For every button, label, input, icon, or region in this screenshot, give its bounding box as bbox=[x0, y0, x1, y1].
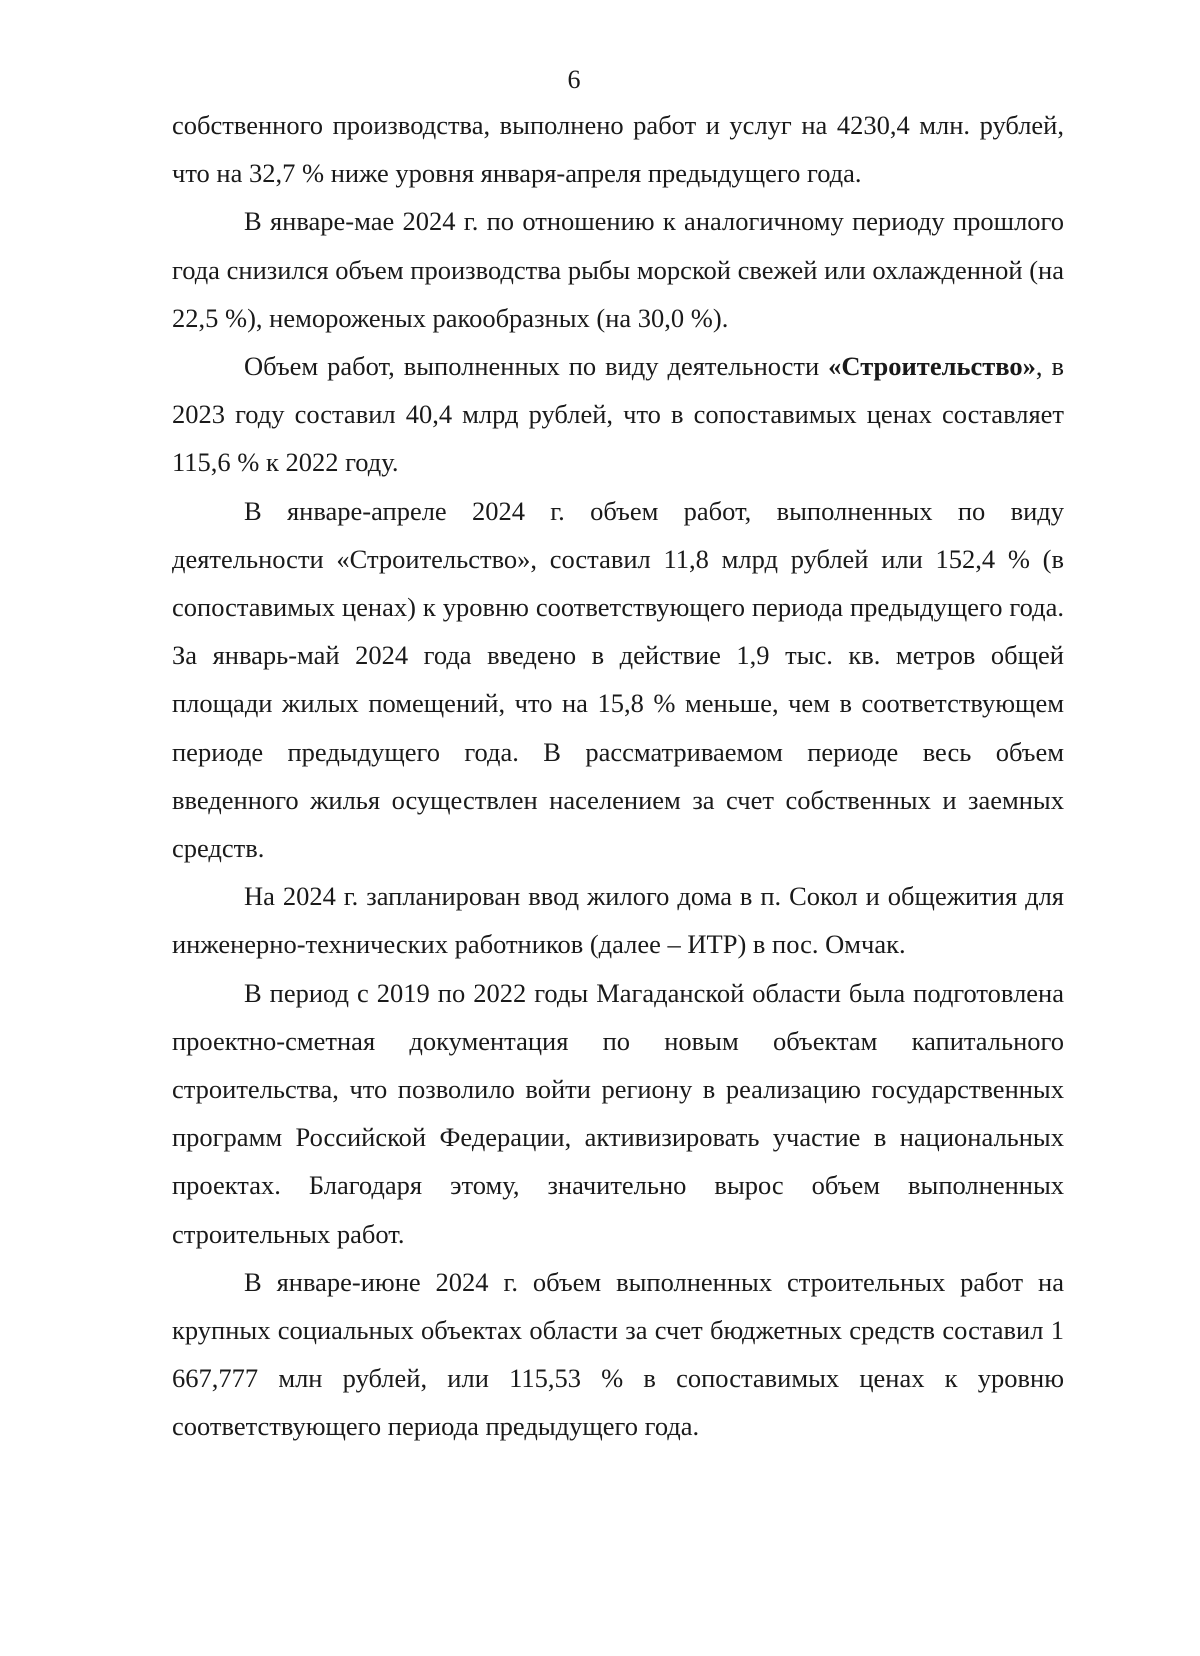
paragraph-construction-2023-rest: , в 2023 году составил 40,4 млрд рублей, что в сопоставимых ценах составляет 115,6 % к 2022 году. bbox=[172, 351, 1064, 478]
construction-term-bold: «Строительство» bbox=[828, 351, 1036, 382]
paragraph-project-documentation: В период с 2019 по 2022 годы Магаданской области была подготовлена проектно-сметная документация по новым объектам капитального строительства, что позволило войти региону в реализацию государственных программ Российской Федерации, активизировать участие в национальных проектах. Благодаря этому, значительно вырос объем выполненных строительных работ. bbox=[172, 977, 1064, 1249]
paragraph-construction-2023-lead: Объем работ, выполненных по виду деятельности bbox=[244, 351, 829, 382]
paragraph-housing-plan: На 2024 г. запланирован ввод жилого дома в п. Сокол и общежития для инженерно-технических работников (далее – ИТР) в пос. Омчак. bbox=[172, 881, 1064, 960]
paragraph-construction-2024: В январе-апреле 2024 г. объем работ, выполненных по виду деятельности «Строительство», составил 11,8 млрд рублей или 152,4 % (в сопоставимых ценах) к уровню соответствующего периода предыдущего года. За январь-май 2024 года введено в действие 1,9 тыс. кв. метров общей площади жилых помещений, что на 15,8 % меньше, чем в соответствующем периоде предыдущего года. В рассматриваемом периоде весь объем введенного жилья осуществлен населением за счет собственных и заемных средств. bbox=[172, 495, 1064, 864]
paragraph-fish-production: В январе-мае 2024 г. по отношению к аналогичному периоду прошлого года снизился объем производства рыбы морской свежей или охлажденной (на 22,5 %), немороженых ракообразных (на 30,0 %). bbox=[172, 206, 1064, 333]
paragraph-social-objects: В январе-июне 2024 г. объем выполненных строительных работ на крупных социальных объектах области за счет бюджетных средств составил 1 667,777 млн рублей, или 115,53 % в сопоставимых ценах к уровню соответствующего периода предыдущего года. bbox=[172, 1266, 1064, 1442]
page-number: 6 bbox=[567, 65, 581, 94]
document-body bbox=[172, 101, 1064, 1451]
paragraph-continuation: собственного производства, выполнено работ и услуг на 4230,4 млн. рублей, что на 32,7 % ниже уровня января-апреля предыдущего года. bbox=[172, 110, 1064, 189]
paragraph-construction-2023 bbox=[172, 342, 1064, 487]
